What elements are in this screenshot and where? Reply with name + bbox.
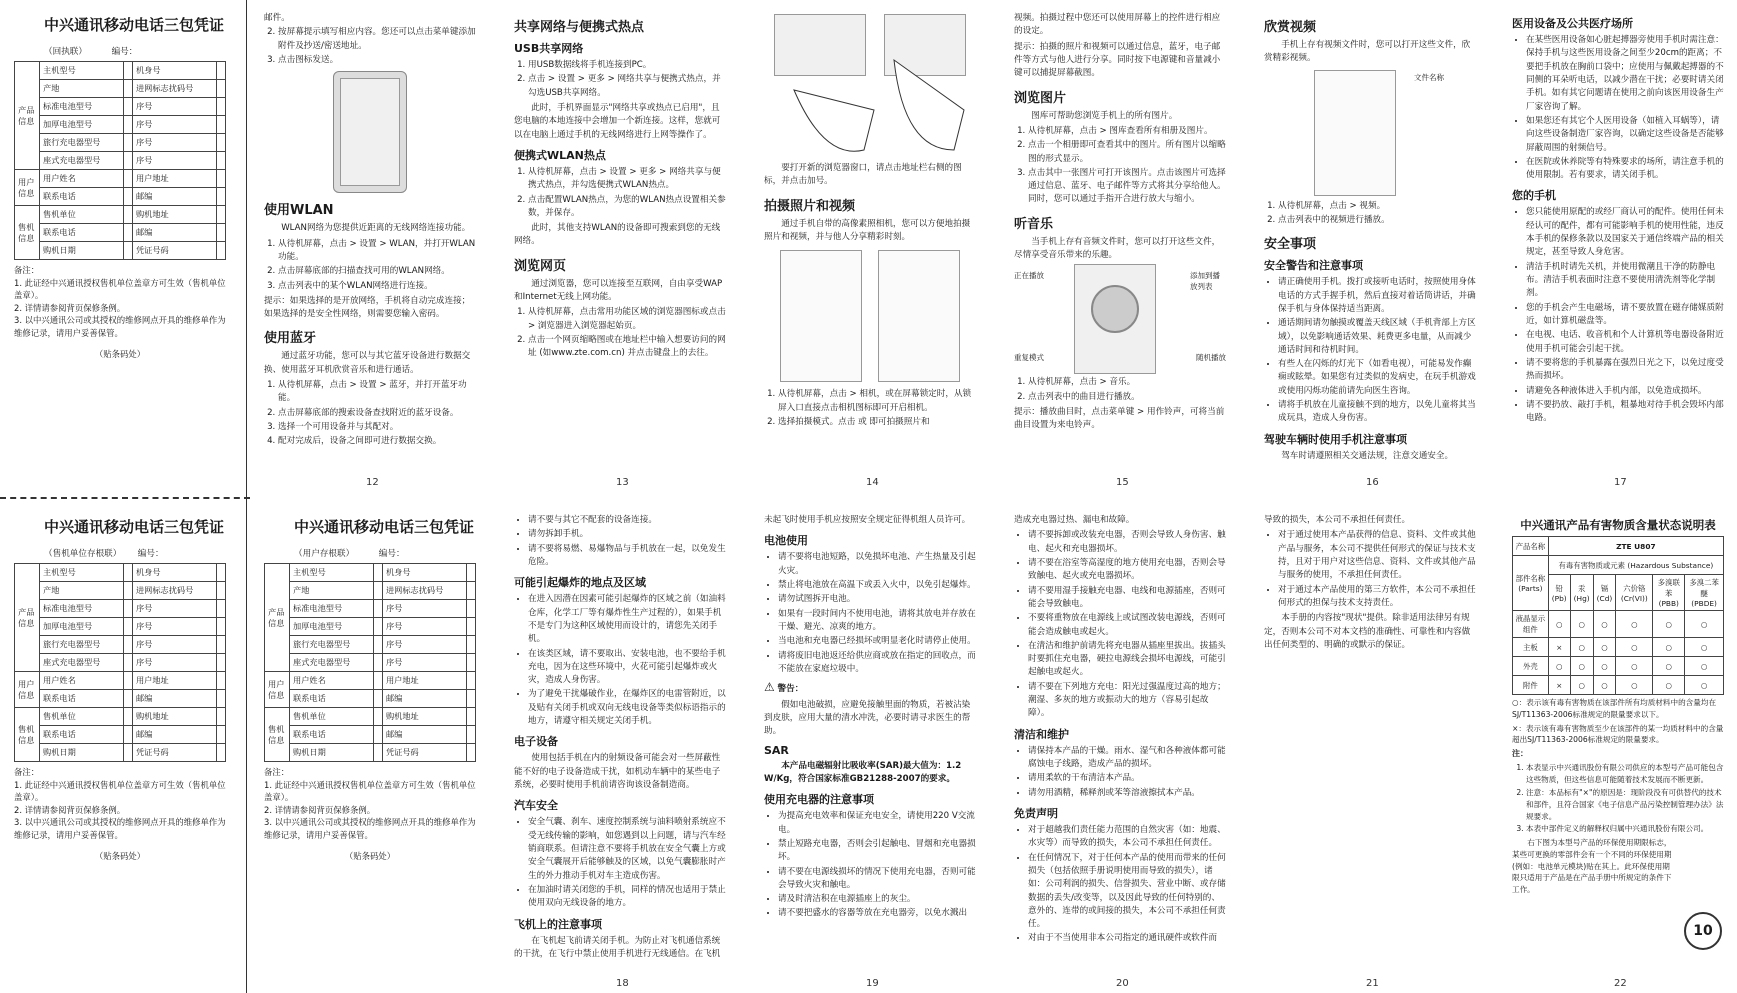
page-number: 19 [866, 978, 879, 989]
section-title: 清洁和维护 [1014, 727, 1069, 741]
section-title: 使用WLAN [264, 203, 334, 219]
page-number: 14 [866, 477, 879, 488]
hand-gesture-icon [764, 10, 974, 160]
section-title: 电池使用 [764, 534, 808, 548]
page-14: 要打开新的浏览器窗口，请点击地址栏右侧的图标，并点击加号。 拍摄照片和视频 通过手机自带的高像素照相机，您可以方便地拍摄照片和视频，并与他人分享精彩时刻。 1. 从待机屏幕，点击 > 相机，或在屏幕锁定时，从锁屏入口直接点击相机图标即可开启相机。 2. 选择拍摄模式。点击 或 即可拍摄照片和 [762, 10, 978, 480]
warranty-table: 产品信息 主机型号 机身号 产地 进网标志扰码号 标准电池型号 序号 加厚电池型号 序号 旅行充电器型号 序号 座式充电器型号 序号 用户信息 用户姓名 用户地址 联系电话 邮编 售机信息 售机单位 购机地址 联系电话 邮编 购机日期 凭证号码 [14, 61, 226, 260]
section-title: 拍摄照片和视频 [764, 198, 856, 214]
hazardous-substance-table: 产品名称 ZTE U807 部件名称 (Parts) 有毒有害物质或元素 (Hazardous Substance) 铅 (Pb) 汞 (Hg) 镉 (Cd) 六价铬 (Cr(VI)) 多溴联苯 (PBB) 多溴二苯醚 (PBDE) 液晶显示组件 ○ ○ ○ ○ ○ ○ 主板 × ○ ○ ○ ○ ○ 外壳 ○ ○ ○ ○ ○ ○ 附件 × ○ ○ ○ ○ ○ [1512, 536, 1724, 695]
section-title: 共享网络与便携式热点 [514, 20, 645, 35]
page-13: 共享网络与便携式热点 USB共享网络 1. 用USB数据线将手机连接到PC。 2. 点击 > 设置 > 更多 > 网络共享与便携式热点，并勾选USB共享网络。 此时，手机界面显示"网络共享或热点已启用"，且您电脑的本地连接中会增加一个新连接。这样，您就可以在电脑上通过手机的无线网络进行上网等操作了。 便携式WLAN热点 1. 从待机屏幕，点击 > 设置 > 更多 > 网络共享与便携式热点，并勾选便携式WLAN热点。 2. 点击配置WLAN热点，为您的WLAN热点设置相关参数，并保存。 此时，其他支持WLAN的设备即可搜索到您的无线网络。 浏览网页 通过浏览器，您可以连接至互联网，自由享受WAP和Internet无线上网功能。 1. 从待机屏幕，点击常用功能区域的浏览器图标或点击 > 浏览器进入浏览器起始页。 2. 点击一个网页缩略图或在地址栏中输入想要访问的网址 (如www.zte.com.cn) 并点击键盘上的去往。 [512, 10, 728, 480]
page-number: 20 [1116, 978, 1129, 989]
page-number: 13 [616, 477, 629, 488]
section-title: 使用充电器的注意事项 [764, 793, 874, 807]
video-player-illustration: 文件名称 [1264, 68, 1476, 198]
card-title: 中兴通讯移动电话三包凭证 [44, 518, 225, 536]
camera-screenshot [780, 250, 862, 382]
section-title: 您的手机 [1512, 189, 1556, 203]
section-title: 飞机上的注意事项 [514, 917, 602, 931]
page-number: 15 [1116, 477, 1129, 488]
page-20: 造成充电器过热、漏电和故障。 • 请不要拆卸或改装充电器，否则会导致人身伤害、触电、起火和充电器损坏。 • 请不要在浴室等高湿度的地方使用充电器，否则会导致触电、起火或充电器损坏。 • 请不要用湿手接触充电器、电线和电源插座，否则可能会导致触电。 • 不要将重物放在电源线上或试图改装电源线，否则可能会造成触电或起火。 • 在清洁和维护前请先将充电器从插座里拔出。拔插头时要抓住充电器，硬拉电源线会损坏电源线，可能引起触电或起火。 • 请不要在下列地方充电：阳光过强温度过高的地方；潮湿、多灰的地方或振动大的地方（容易引起故障）。 清洁和维护 • 请保持本产品的干燥。雨水、湿气和各种液体都可能腐蚀电子线路，造成产品的损坏。 • 请用柔软的干布清洁本产品。 • 请勿用酒精，稀释剂或苯等溶液擦拭本产品。 免责声明 • 对于超越我们责任能力范围的自然灾害（如：地震、水灾等）而导致的损失，本公司不承担任何责任。 • 在任何情况下，对于任何本产品的使用而带来的任何损失（包括依照手册说明使用而导致的损失），诸如：公司利润的损失、信誉损失、营业中断、或存储数据的丢失/改变等，以及因此导致的任何特别的、意外的、连带的或间接的损失，本公司不承担任何责任。 • 对由于不当使用非本公司指定的通讯硬件或软件而 [1012, 512, 1228, 982]
page-19: 未起飞时使用手机应按照安全规定征得机组人员许可。 电池使用 • 请不要将电池短路，以免损坏电池、产生热量及引起火灾。 • 禁止将电池放在高温下或丢入火中，以免引起爆炸。 • 请勿试图拆开电池。 • 如果有一段时间内不使用电池，请将其放电并存放在干燥、避光、凉爽的地方。 • 当电池和充电器已经损坏或明显老化时请停止使用。 • 请将废旧电池返还给供应商或放在指定的回收点，而不能放在家庭垃圾中。 ⚠ 警告： 假如电池破损，应避免接触里面的物质，若被沾染到皮肤，应用大量的清水冲洗，必要时请寻求医生的帮助。 SAR 本产品电磁辐射比吸收率(SAR)最大值为：1.2 W/Kg，符合国家标准GB21288-2007的要求。 使用充电器的注意事项 • 为提高充电效率和保证充电安全，请使用220 V交流电。 • 禁止短路充电器，否则会引起触电、冒烟和充电器损坏。 • 请不要在电源线损坏的情况下使用充电器，否则可能会导致火灾和触电。 • 请及时清洁积在电源插座上的灰尘。 • 请不要把盛水的容器等放在充电器旁，以免水溅出 [762, 512, 978, 982]
card-number-label: 编号： [111, 47, 138, 57]
card-title: 中兴通讯移动电话三包凭证 [294, 518, 475, 536]
page-12: 邮件。 2. 按屏幕提示填写相应内容。您还可以点击菜单键添加附件及抄送/密送地址。 3. 点击图标发送。 使用WLAN WLAN网络为您提供近距离的无线网络连接功能。 1. 从待机屏幕，点击 > 设置 > WLAN，并打开WLAN功能。 2. 点击屏幕底部的扫描查找可用的WLAN网络。 3. 点击列表中的某个WLAN网络进行连接。 提示：如果选择的是开放网络，手机将自动完成连接；如果选择的是安全性网络，则需要您输入密码。 使用蓝牙 通过蓝牙功能，您可以与其它蓝牙设备进行数据交换、使用蓝牙耳机欣赏音乐和进行通话。 1. 从待机屏幕，点击 > 设置 > 蓝牙，并打开蓝牙功能。 2. 点击屏幕底部的搜索设备查找附近的蓝牙设备。 3. 选择一个可用设备并与其配对。 4. 配对完成后，设备之间即可进行数据交换。 [262, 10, 478, 480]
barcode-placeholder: （贴条码处） [94, 348, 146, 359]
browser-gesture-illustration [764, 10, 976, 160]
table-row: 外壳 ○ ○ ○ ○ ○ ○ [1513, 657, 1724, 676]
page-number: 12 [366, 477, 379, 488]
page-number: 17 [1614, 477, 1627, 488]
cd-icon [1091, 285, 1139, 333]
section-title: 中兴通讯产品有害物质含量状态说明表 [1520, 518, 1716, 532]
section-title: 浏览图片 [1014, 90, 1067, 106]
section-title: 可能引起爆炸的地点及区域 [514, 576, 646, 590]
warranty-card-seller: 中兴通讯移动电话三包凭证 （售机单位存根联） 编号： 产品信息 主机型号 机身号 产地 进网标志扰码号 标准电池型号 序号 加厚电池型号 序号 旅行充电器型号 序号 座式充电器型号 序号 用户信息 用户姓名 用户地址 联系电话 邮编 售机信息 售机单位 购机地址 联系电话 邮编 购机日期 凭证号码 备注： 1. 此证经中兴通讯授权售机单位盖章方可生效（售机单位盖章）。 2. 详情请参阅背页保修条例。 3. 以中兴通讯公司或其授权的维修网点开具的维修单作为维修记录，请用户妥善保管。 （贴条码处） [14, 518, 226, 861]
warning-icon: ⚠ [764, 680, 775, 695]
page-number: 16 [1366, 477, 1379, 488]
section-title: 汽车安全 [514, 799, 558, 813]
page-number: 22 [1614, 978, 1627, 989]
section-title: 电子设备 [514, 735, 558, 749]
section-title: 安全事项 [1264, 237, 1317, 253]
card-stub-label: （回执联） [44, 47, 87, 57]
table-row: 附件 × ○ ○ ○ ○ ○ [1513, 676, 1724, 695]
card-title: 中兴通讯移动电话三包凭证 [44, 16, 225, 34]
camera-screenshot [878, 250, 960, 382]
page-15: 视频。拍摄过程中您还可以使用屏幕上的控件进行相应的设定。 提示：拍摄的照片和视频可以通过信息，蓝牙，电子邮件等方式与他人进行分享。同时按下电源键和音量减小键可以捕捉屏幕截图。 浏览图片 图库可帮助您浏览手机上的所有图片。 1. 从待机屏幕，点击 > 图库查看所有相册及图片。 2. 点击一个相册即可查看其中的图片。所有图片以缩略图的形式显示。 3. 点击其中一张图片可打开该图片。点击该图片可选择通过信息、蓝牙、电子邮件等方式将其分享给他人。同时，您可以通过手指开合进行放大与缩小。 听音乐 当手机上存有音频文件时，您可以打开这些文件，尽情享受音乐带来的乐趣。 正在播放 添加到播放列表 重复模式 随机播放 1. 从待机屏幕，点击 > 音乐。 2. 点击列表中的曲目进行播放。 提示：播放曲目时，点击菜单键 > 用作铃声，可将当前曲目设置为来电铃声。 [1012, 10, 1228, 480]
cut-line-dashed [0, 497, 250, 499]
table-row: 液晶显示组件 ○ ○ ○ ○ ○ ○ [1513, 611, 1724, 638]
section-seller: 售机信息 [15, 206, 40, 260]
warranty-card-receipt [12, 10, 228, 480]
section-title: 浏览网页 [514, 258, 567, 274]
music-player-illustration: 正在播放 添加到播放列表 重复模式 随机播放 [1014, 264, 1226, 374]
page-21: 导致的损失，本公司不承担任何责任。 • 对于通过使用本产品获得的信息、资料、文件或其他产品与服务，本公司不提供任何形式的保证与技术支持，且对于用户对这些信息、资料、文件或其他产品与服务的使用，不承担任何责任。 • 对于通过本产品使用的第三方软件，本公司不承担任何形式的担保与技术支持责任。 本手册的内容按"现状"提供。除非适用法律另有规定，否则本公司不对本文档的准确性、可靠性和内容做出任何类型的、明确的或默示的保证。 [1262, 512, 1478, 982]
page-number: 21 [1366, 978, 1379, 989]
eco-period-logo: 10 [1684, 912, 1722, 950]
section-title: 使用蓝牙 [264, 331, 317, 347]
section-title: SAR [764, 743, 789, 757]
page-18: • 请不要与其它不配套的设备连接。 • 请勿拆卸手机。 • 请不要将易燃、易爆物品与手机放在一起，以免发生危险。 可能引起爆炸的地点及区域 • 在进入因潜在因素可能引起爆炸的区域之前（如油料仓库，化学工厂等有爆炸性生产过程的），如果手机不是专门为这种区域使用而设计的，请您先关闭手机。 • 在该类区域，请不要取出、安装电池，也不要给手机充电，因为在这些环境中，火花可能引起爆炸或火灾，造成人身伤害。 • 为了避免干扰爆破作业，在爆炸区的电雷管附近，以及贴有关闭手机或双向无线电设备等类似标语指示的地方，请遵守相关规定关闭手机。 电子设备 使用包括手机在内的射频设备可能会对一些屏蔽性能不好的电子设备造成干扰，如机动车辆中的某些电子系统，必要时使用手机前请咨询该设备制造商。 汽车安全 • 安全气囊、刹车、速度控制系统与油料喷射系统应不受无线传输的影响，如您遇到以上问题，请与汽车经销商联系。但请注意不要将手机放在安全气囊上方或安全气囊展开后能够触及的区域，以免气囊膨胀时产生的外力推动手机对车主造成伤害。 • 在加油时请关闭您的手机，同样的情况也适用于禁止使用双向无线设备的地方。 飞机上的注意事项 在飞机起飞前请关闭手机。为防止对飞机通信系统的干扰，在飞行中禁止使用手机进行无线通信。在飞机 [512, 512, 728, 982]
section-product: 产品信息 [15, 62, 40, 170]
warranty-table: 产品信息 主机型号 机身号 产地 进网标志扰码号 标准电池型号 序号 加厚电池型号 序号 旅行充电器型号 序号 座式充电器型号 序号 用户信息 用户姓名 用户地址 联系电话 邮编 售机信息 售机单位 购机地址 联系电话 邮编 购机日期 凭证号码 [14, 563, 226, 762]
page-number: 18 [616, 978, 629, 989]
page-17: 医用设备及公共医疗场所 • 在某些医用设备如心脏起搏器旁使用手机时需注意：保持手机与这些医用设备之间至少20cm的距离；不要把手机放在胸前口袋中；应使用与佩戴起搏器的不同侧的耳朵听电话，以减少潜在干扰；必要时请关闭手机。如有其它问题请在使用之前向该医用设备生产厂家咨询了解。 • 如果您还有其它个人医用设备（如植入耳蜗等），请向这些设备制造厂家咨询，以确定这些设备是否能够屏蔽周围的射频信号。 • 在医院或休养院等有特殊要求的场所，请注意手机的使用限制。若有要求，请关闭手机。 您的手机 • 您只能使用原配的或经厂商认可的配件。使用任何未经认可的配件，都有可能影响手机的使用性能，违反本手机的保修条款以及国家关于通信终端产品的相关规定，甚至导致人身危害。 • 清洁手机时请先关机，并使用微潮且干净的防静电布。清洁手机表面时注意不要使用清洗剂等化学制剂。 • 您的手机会产生电磁场，请不要放置在磁存储媒质附近，如计算机磁盘等。 • 在电视、电话、收音机和个人计算机等电器设备附近使用手机可能会引起干扰。 • 请不要将您的手机暴露在强烈日光之下，以免过度受热而损坏。 • 请避免各种液体进入手机内部，以免造成损坏。 • 请不要扔放、敲打手机，粗暴地对待手机会毁坏内部电路。 [1510, 10, 1726, 480]
warranty-table: 产品信息 主机型号 机身号 产地 进网标志扰码号 标准电池型号 序号 加厚电池型号 序号 旅行充电器型号 序号 座式充电器型号 序号 用户信息 用户姓名 用户地址 联系电话 邮编 售机信息 售机单位 购机地址 联系电话 邮编 购机日期 凭证号码 [264, 563, 476, 762]
section-title: 听音乐 [1014, 216, 1054, 232]
page-16: 欣赏视频 手机上存有视频文件时，您可以打开这些文件，欣赏精彩视频。 文件名称 1. 从待机屏幕，点击 > 视频。 2. 点击列表中的视频进行播放。 安全事项 安全警告和注意事项 • 请正确使用手机。拨打或接听电话时，按照使用身体电话的方式手握手机，然后直接对着话筒讲话，并确保手机与身体保持适当距离。 • 通话期间请勿触摸或覆盖天线区域（手机背部上方区域），以免影响通话效果、耗费更多电量，从而减少通话时间和待机时间。 • 有些人在闪烁的灯光下（如看电视），可能易发作癫痫或眩晕。如果您有过类似的发病史，在玩手机游戏或使用闪烁功能前请先向医生咨询。 • 请将手机放在儿童接触不到的地方，以免儿童将其当成玩具，造成人身伤害。 驾驶车辆时使用手机注意事项 驾车时请遵照相关交通法规，注意交通安全。 [1262, 10, 1478, 480]
warranty-card-user: 中兴通讯移动电话三包凭证 （用户存根联） 编号： 产品信息 主机型号 机身号 产地 进网标志扰码号 标准电池型号 序号 加厚电池型号 序号 旅行充电器型号 序号 座式充电器型号 序号 用户信息 用户姓名 用户地址 联系电话 邮编 售机信息 售机单位 购机地址 联系电话 邮编 购机日期 凭证号码 备注： 1. 此证经中兴通讯授权售机单位盖章方可生效（售机单位盖章）。 2. 详情请参阅背页保修条例。 3. 以中兴通讯公司或其授权的维修网点开具的维修单作为维修记录，请用户妥善保管。 （贴条码处） [264, 518, 476, 861]
table-row: 主板 × ○ ○ ○ ○ ○ [1513, 638, 1724, 657]
phone-screenshot-email [333, 71, 407, 193]
section-title: 欣赏视频 [1264, 20, 1317, 35]
card-notes: 备注： 1. 此证经中兴通讯授权售机单位盖章方可生效（售机单位盖章）。 2. 详情请参阅背页保修条例。 3. 以中兴通讯公司或其授权的维修网点开具的维修单作为维修记录，请用户妥善保管。 （贴条码处） [14, 265, 226, 359]
section-user: 用户信息 [15, 170, 40, 206]
section-title: 免责声明 [1014, 806, 1058, 820]
page-22: 中兴通讯产品有害物质含量状态说明表 产品名称 ZTE U807 部件名称 (Parts) 有毒有害物质或元素 (Hazardous Substance) 铅 (Pb) 汞 (Hg) 镉 (Cd) 六价铬 (Cr(VI)) 多溴联苯 (PBB) 多溴二苯醚 (PBDE) 液晶显示组件 ○ ○ ○ ○ ○ ○ 主板 × ○ ○ ○ ○ ○ 外壳 ○ ○ ○ ○ ○ ○ 附件 × ○ ○ ○ ○ ○ ○：表示该有毒有害物质在该部件所有均质材料中的含量均在SJ/T11363-2006标准规定的限量要求以下。 ×：表示该有毒有害物质至少在该部件的某一均质材料中的含量超出SJ/T11363-2006标准规定的限量要求。 注： 1. 本表显示中兴通讯股份有限公司供应的本型号产品可能包含这些物质，但这些信息可能随着技术发展而不断更新。 2. 注意：本品标有"×"的原因是：现阶段没有可供替代的技术和部件，且符合国家《电子信息产品污染控制管理办法》法规要求。 3. 本表中部件定义的解释权归属中兴通讯股份有限公司。 右下图为本型号产品的环保使用期限标志，某些可更换的零部件会有一个不同的环保使用期(例如：电池单元模块)贴在其上。此环保使用期限只适用于产品是在产品手册中所规定的条件下工作。 [1510, 512, 1726, 982]
section-title: 医用设备及公共医疗场所 [1512, 17, 1633, 30]
